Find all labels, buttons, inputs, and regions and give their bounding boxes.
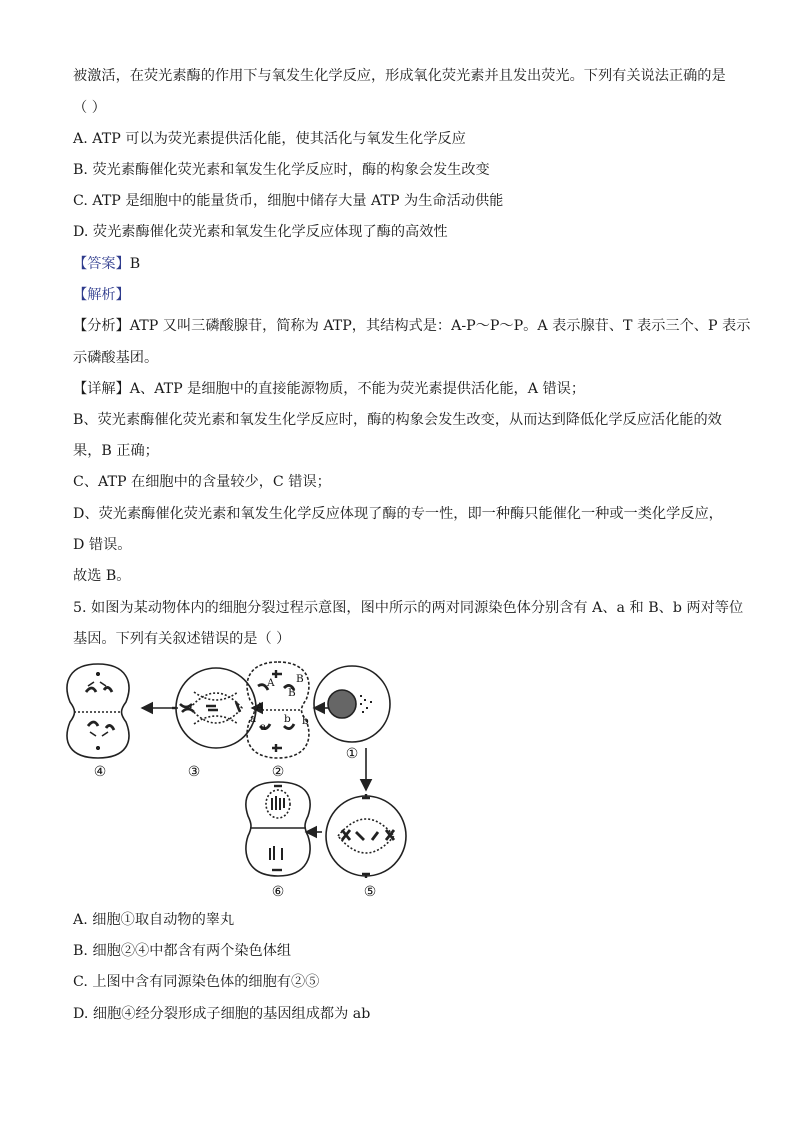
- cell-division-figure: [60, 652, 440, 904]
- q4-option-a: A. ATP 可以为荧光素提供活化能，使其活化与氧发生化学反应: [73, 131, 466, 147]
- q4-xiangjie-d1: D、荧光素酶催化荧光素和氧发生化学反应体现了酶的专一性，即一种酶只能催化一种或一类化学反应，: [73, 506, 723, 522]
- q4-fenxi-line2: 示磷酸基团。: [73, 350, 159, 366]
- q5-stem-line2: 基因。下列有关叙述错误的是（ ）: [73, 631, 291, 647]
- cell-1-diagram: [314, 666, 390, 742]
- gene-label-a2: a: [260, 721, 267, 733]
- q4-xiangjie-a: [73, 379, 585, 399]
- gene-label-A1: A: [267, 677, 275, 689]
- fenxi-tag: 【分析】: [73, 318, 130, 334]
- q4-fenxi-line1: [73, 316, 750, 336]
- gene-label-a1: a: [250, 713, 257, 725]
- q4-xiangjie-d2: D 错误。: [73, 537, 132, 553]
- answer-value: B: [129, 256, 141, 272]
- cell-3-label: ③: [187, 764, 201, 780]
- answer-tag: 【答案】: [73, 256, 130, 272]
- xiangjie-a-text: A、ATP 是细胞中的直接能源物质，不能为荧光素提供活化能，A 错误；: [129, 381, 586, 397]
- gene-label-A2: A: [256, 701, 264, 713]
- q4-xiangjie-b1: B、荧光素酶催化荧光素和氧发生化学反应时，酶的构象会发生改变，从而达到降低化学反应活化能的效: [73, 412, 722, 428]
- cell-5-diagram: [326, 794, 406, 878]
- cell-6-diagram: [246, 782, 310, 876]
- gene-label-B1: B: [296, 673, 304, 685]
- gene-label-b2: b: [302, 715, 309, 727]
- q5-option-d: D. 细胞④经分裂形成子细胞的基因组成都为 ab: [73, 1006, 371, 1022]
- q4-xiangjie-b2: 果，B 正确；: [73, 443, 159, 459]
- q4-xiangjie-c: C、ATP 在细胞中的含量较少，C 错误；: [73, 474, 331, 490]
- cell-4-diagram: [67, 664, 129, 758]
- q4-option-b: B. 荧光素酶催化荧光素和氧发生化学反应时，酶的构象会发生改变: [73, 162, 490, 178]
- q4-option-c: C. ATP 是细胞中的能量货币，细胞中储存大量 ATP 为生命活动供能: [73, 193, 504, 209]
- q5-stem-line1: 5. 如图为某动物体内的细胞分裂过程示意图，图中所示的两对同源染色体分别含有 A、a 和 B、b 两对等位: [73, 600, 744, 616]
- cell-6-label: ⑥: [271, 884, 285, 900]
- q4-answer: [73, 254, 140, 274]
- q5-option-b: B. 细胞②④中都含有两个染色体组: [73, 943, 292, 959]
- q4-option-d: D. 荧光素酶催化荧光素和氧发生化学反应体现了酶的高效性: [73, 224, 448, 240]
- q5-option-c: C. 上图中含有同源染色体的细胞有②⑤: [73, 974, 320, 990]
- fenxi-text1: ATP 又叫三磷酸腺苷，简称为 ATP，其结构式是：A-P～P～P。A 表示腺苷、T 表示三个、P 表示: [129, 318, 751, 334]
- analysis-tag: 【解析】: [73, 287, 130, 303]
- cell-4-label: ④: [93, 764, 107, 780]
- q4-stem-line1: 被激活，在荧光素酶的作用下与氧发生化学反应，形成氧化荧光素并且发出荧光。下列有关说法正确的是: [73, 68, 726, 84]
- xiangjie-tag: 【详解】: [73, 381, 130, 397]
- cell-2-label: ②: [271, 764, 285, 780]
- gene-label-B2: B: [288, 687, 296, 699]
- cell-1-label: ①: [345, 746, 359, 762]
- q4-analysis-heading: [73, 285, 130, 305]
- q4-answer-blank: （ ）: [73, 100, 106, 116]
- gene-label-b1: b: [284, 713, 291, 725]
- q5-option-a: A. 细胞①取自动物的睾丸: [73, 912, 235, 928]
- cell-3-diagram: [172, 668, 256, 748]
- cell-5-label: ⑤: [363, 884, 377, 900]
- q4-conclusion: 故选 B。: [73, 568, 131, 584]
